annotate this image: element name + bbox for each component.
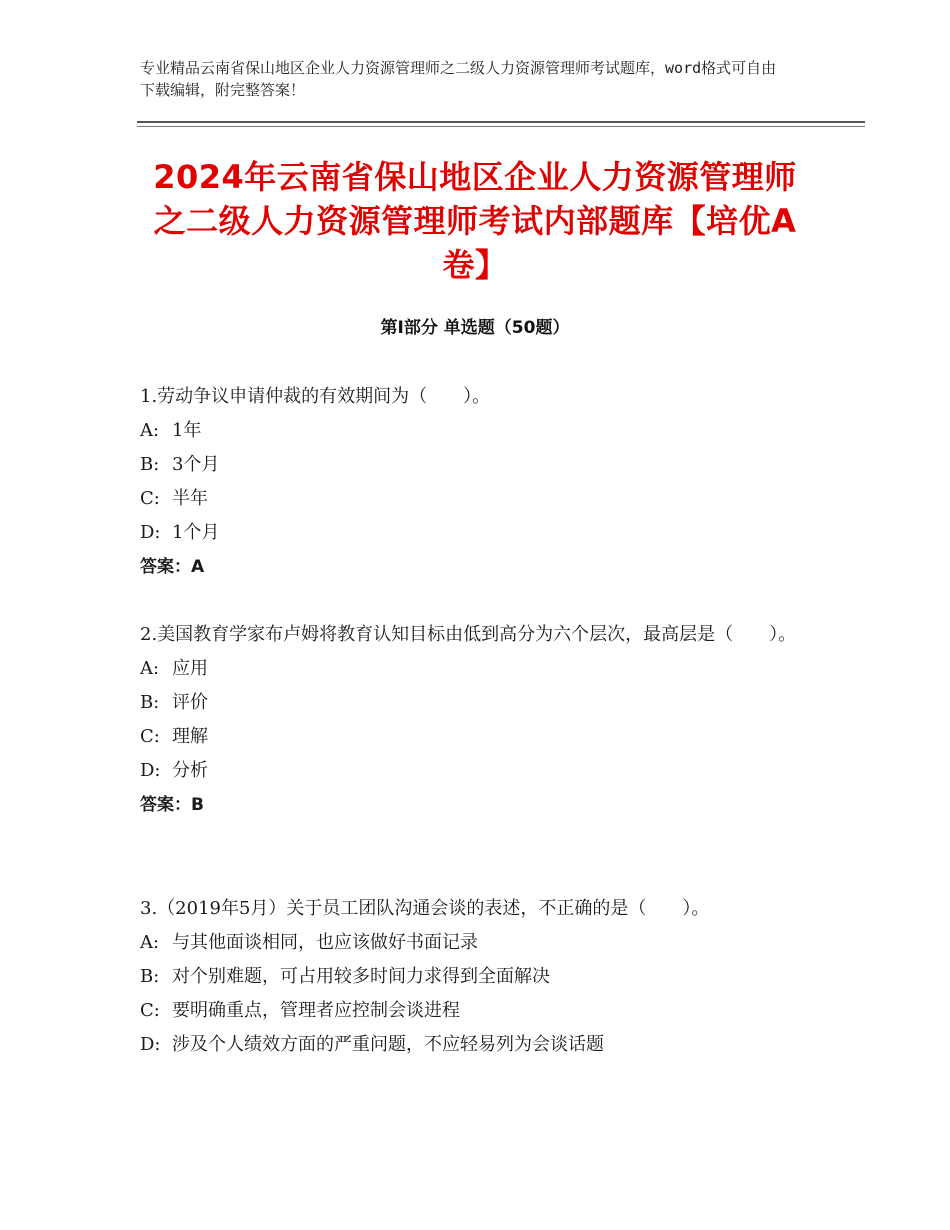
option-text: 1个月: [172, 522, 220, 543]
option-key: A:: [140, 932, 160, 953]
question-2: [140, 618, 810, 822]
option-key: A:: [140, 420, 160, 441]
option-text: 分析: [172, 760, 208, 781]
option-key: D:: [140, 1034, 161, 1055]
option-d: [140, 1028, 810, 1062]
question-stem: 1.劳动争议申请仲裁的有效期间为（ ）。: [140, 386, 491, 407]
option-key: C:: [140, 1000, 160, 1021]
option-key: A:: [140, 658, 160, 679]
option-key: B:: [140, 692, 160, 713]
option-a: [140, 414, 810, 448]
option-key: D:: [140, 760, 161, 781]
option-text: 要明确重点，管理者应控制会谈进程: [172, 1000, 460, 1021]
header-note: 专业精品云南省保山地区企业人力资源管理师之二级人力资源管理师考试题库，word格式可自由下载编辑，附完整答案！: [140, 59, 777, 99]
option-c: [140, 720, 810, 754]
option-a: [140, 652, 810, 686]
option-text: 涉及个人绩效方面的严重问题，不应轻易列为会谈话题: [172, 1034, 604, 1055]
option-b: [140, 960, 810, 994]
question-3: [140, 892, 810, 1062]
option-text: 1年: [172, 420, 202, 441]
option-key: C:: [140, 726, 160, 747]
answer: 答案：B: [140, 795, 204, 815]
option-d: [140, 754, 810, 788]
option-d: [140, 516, 810, 550]
option-key: B:: [140, 454, 160, 475]
option-text: 对个别难题，可占用较多时间力求得到全面解决: [172, 966, 550, 987]
option-text: 应用: [172, 658, 208, 679]
option-text: 半年: [172, 488, 208, 509]
option-text: 评价: [172, 692, 208, 713]
option-key: C:: [140, 488, 160, 509]
header-divider-thin: [137, 126, 865, 127]
option-b: [140, 448, 810, 482]
header-divider: [137, 121, 865, 123]
answer: 答案：A: [140, 557, 205, 577]
question-1: [140, 380, 810, 584]
question-stem: 2.美国教育学家布卢姆将教育认知目标由低到高分为六个层次，最高层是（ ）。: [140, 624, 797, 645]
option-c: [140, 482, 810, 516]
option-text: 3个月: [172, 454, 220, 475]
section-title: 第Ⅰ部分 单选题（50题）: [380, 318, 570, 338]
option-a: [140, 926, 810, 960]
option-text: 与其他面谈相同，也应该做好书面记录: [172, 932, 478, 953]
option-c: [140, 994, 810, 1028]
option-text: 理解: [172, 726, 208, 747]
question-stem: 3.（2019年5月）关于员工团队沟通会谈的表述，不正确的是（ ）。: [140, 898, 710, 919]
document-title: 2024年云南省保山地区企业人力资源管理师之二级人力资源管理师考试内部题库【培优A卷】: [153, 158, 797, 284]
option-b: [140, 686, 810, 720]
option-key: D:: [140, 522, 161, 543]
option-key: B:: [140, 966, 160, 987]
